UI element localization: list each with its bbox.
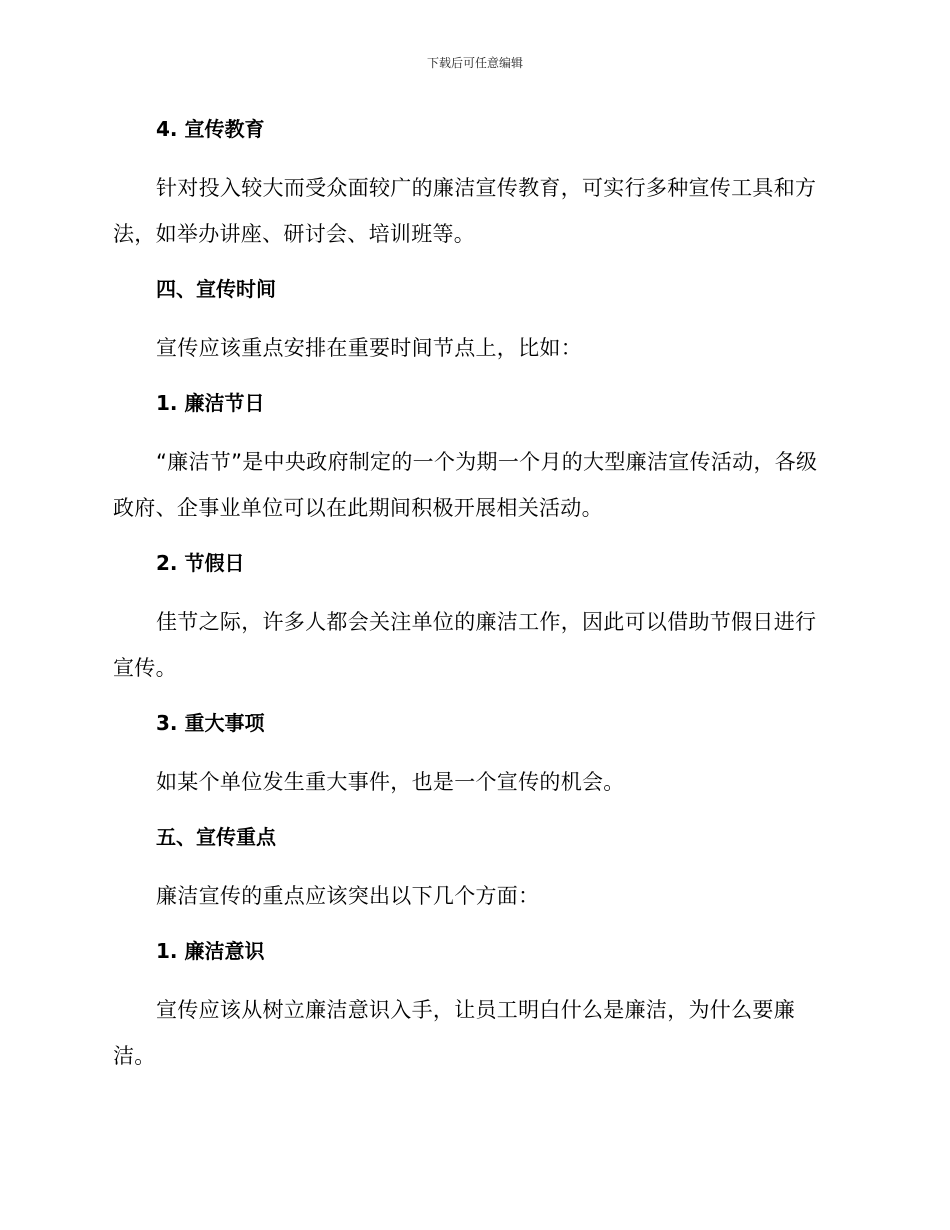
section-heading: 五、宣传重点 [156,825,276,849]
paragraph: 廉洁宣传的重点应该突出以下几个方面： [156,884,540,908]
document-body [113,108,833,1090]
section-heading: 4. 宣传教育 [156,117,265,141]
page-header: 下载后可任意编辑 [426,56,523,70]
paragraph: 佳节之际，许多人都会关注单位的廉洁工作，因此可以借助节假日进行宣传。 [113,610,817,680]
section-heading: 1. 廉洁意识 [156,939,265,963]
paragraph: 针对投入较大而受众面较广的廉洁宣传教育，可实行多种宣传工具和方法，如举办讲座、研讨会、培训班等。 [113,176,817,246]
section-heading: 四、宣传时间 [156,277,276,301]
section-heading: 3. 重大事项 [156,711,265,735]
section-heading: 1. 廉洁节日 [156,391,265,415]
section-heading: 2. 节假日 [156,551,245,575]
paragraph: “廉洁节”是中央政府制定的一个为期一个月的大型廉洁宣传活动，各级政府、企事业单位可以在此期间积极开展相关活动。 [113,450,818,520]
paragraph: 宣传应该重点安排在重要时间节点上，比如： [156,336,582,360]
paragraph: 如某个单位发生重大事件，也是一个宣传的机会。 [156,770,625,794]
paragraph: 宣传应该从树立廉洁意识入手，让员工明白什么是廉洁，为什么要廉洁。 [113,998,795,1068]
